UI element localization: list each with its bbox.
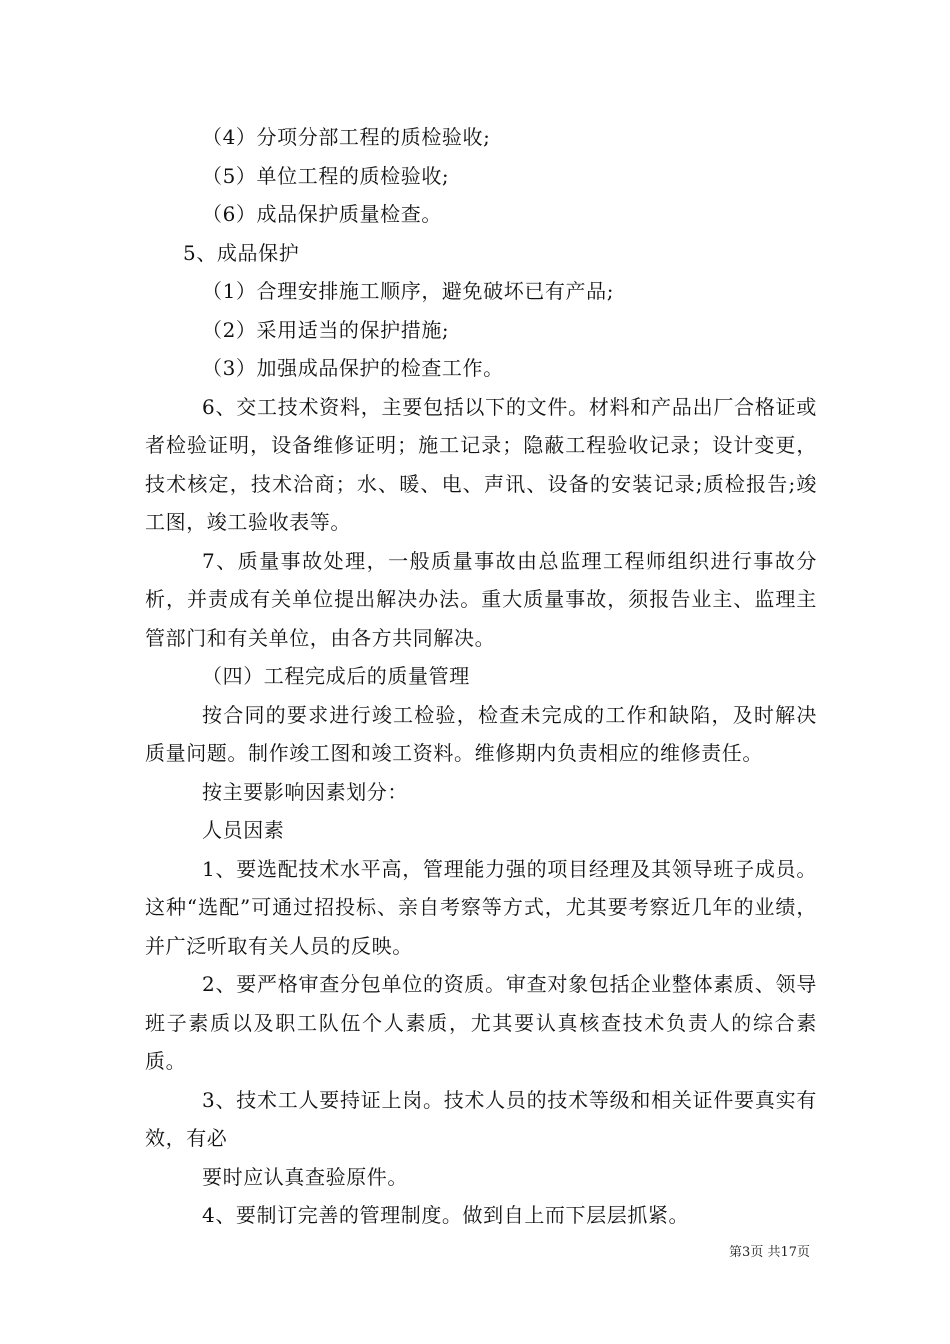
paragraph-16: 3、技术工人要持证上岗。技术人员的技术等级和相关证件要真实有效，有必: [145, 1087, 817, 1150]
paragraph-7: （3）加强成品保护的检查工作。: [202, 356, 504, 380]
paragraph-2: （5）单位工程的质检验收;: [202, 163, 450, 188]
paragraph-10: （四）工程完成后的质量管理: [202, 664, 470, 688]
document-body: [145, 118, 817, 1235]
page-footer: [690, 1245, 810, 1261]
paragraph-17: 要时应认真查验原件。: [202, 1164, 408, 1189]
paragraph-1: （4）分项分部工程的质检验收;: [202, 125, 491, 149]
paragraph-6: （2）采用适当的保护措施;: [202, 317, 450, 342]
paragraph-13: 人员因素: [202, 818, 285, 842]
paragraph-9: 7、质量事故处理，一般质量事故由总监理工程师组织进行事故分析，并责成有关单位提出解决办法。重大质量事故，须报告业主、监理主管部门和有关单位，由各方共同解决。: [145, 548, 817, 650]
paragraph-4: 5、成品保护: [183, 240, 300, 265]
paragraph-11: 按合同的要求进行竣工检验，检查未完成的工作和缺陷，及时解决质量问题。制作竣工图和竣工资料。维修期内负责相应的维修责任。: [145, 702, 817, 765]
paragraph-14: 1、要选配技术水平高，管理能力强的项目经理及其领导班子成员。这种“选配”可通过招投标、亲自考察等方式，尤其要考察近几年的业绩，并广泛听取有关人员的反映。: [145, 856, 817, 958]
paragraph-8: 6、交工技术资料，主要包括以下的文件。材料和产品出厂合格证或者检验证明，设备维修证明；施工记录；隐蔽工程验收记录；设计变更，技术核定，技术洽商；水、暖、电、声讯、设备的安装记录;质检报告;竣工图，竣工验收表等。: [145, 394, 817, 534]
paragraph-3: （6）成品保护质量检查。: [202, 202, 442, 226]
paragraph-12: 按主要影响因素划分：: [202, 779, 408, 804]
paragraph-18: 4、要制订完善的管理制度。做到自上而下层层抓紧。: [202, 1203, 690, 1227]
paragraph-5: （1）合理安排施工顺序，避免破坏已有产品;: [202, 279, 615, 303]
page-number: 第3页 共17页: [729, 1245, 810, 1260]
paragraph-15: 2、要严格审查分包单位的资质。审查对象包括企业整体素质、领导班子素质以及职工队伍个人素质，尤其要认真核查技术负责人的综合素质。: [145, 972, 817, 1073]
